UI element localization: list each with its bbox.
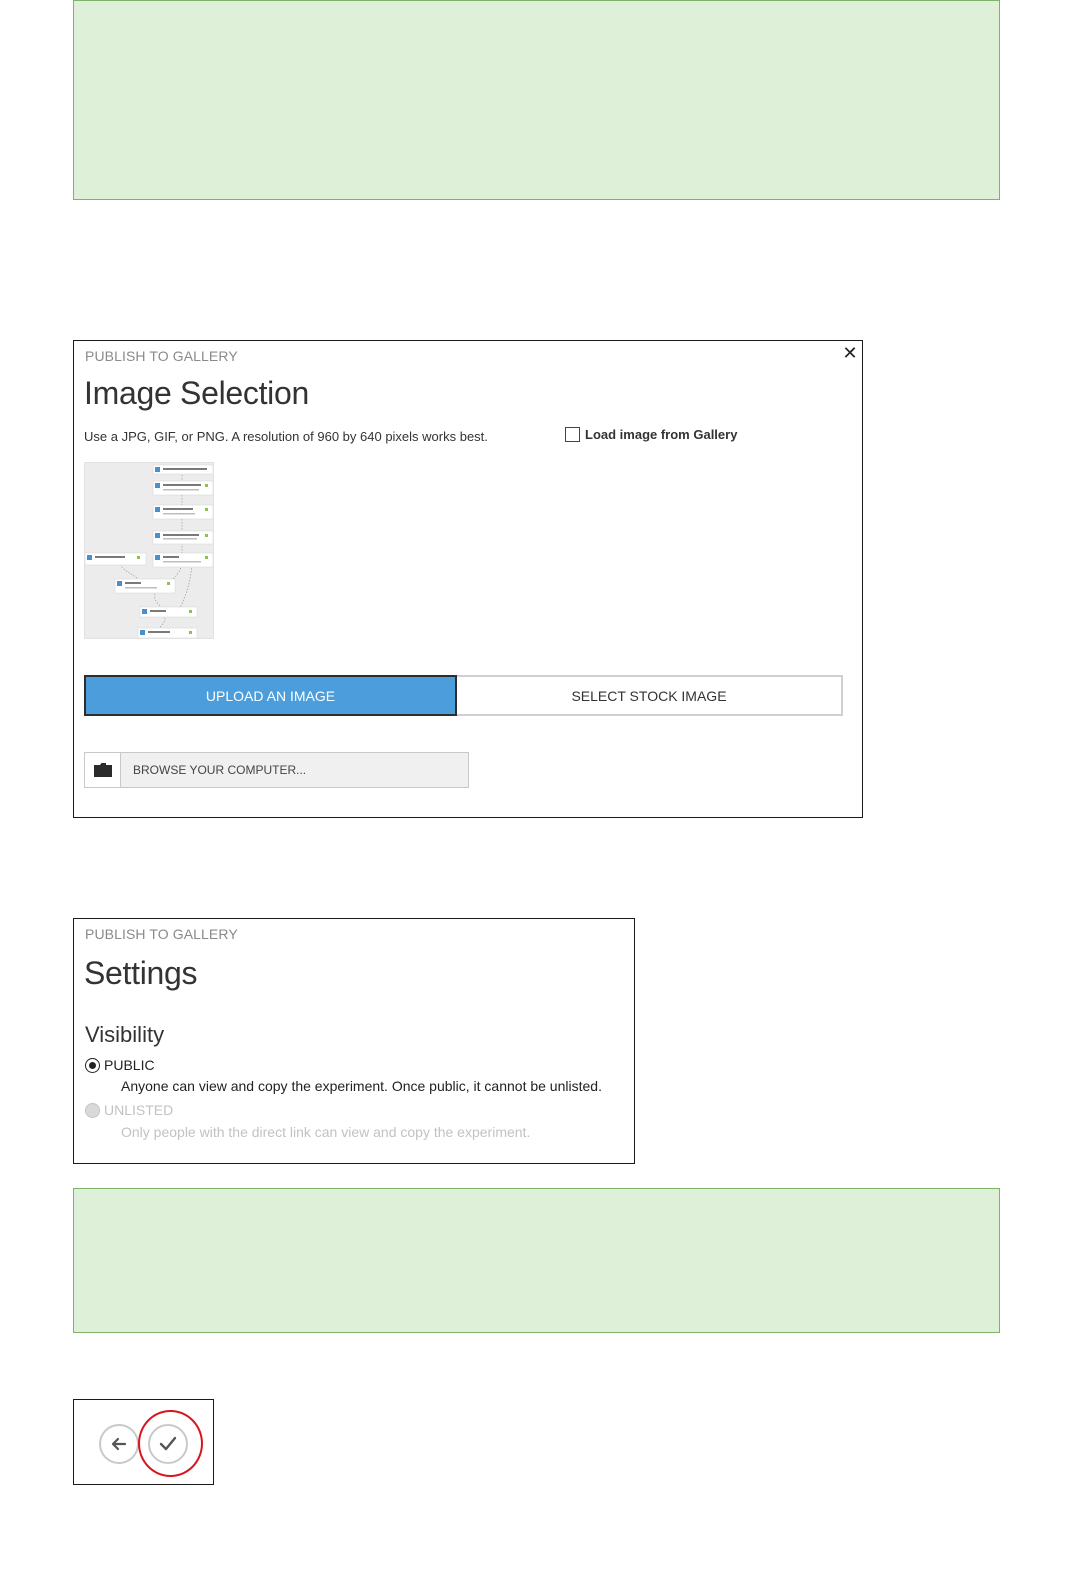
dialog-title: Settings	[84, 955, 198, 991]
dialog-eyebrow: PUBLISH TO GALLERY	[85, 348, 238, 364]
note-box-top	[73, 0, 1000, 200]
tab-upload-image[interactable]: UPLOAD AN IMAGE	[84, 675, 457, 716]
radio-public[interactable]	[85, 1057, 155, 1073]
checkbox-box[interactable]	[565, 427, 580, 442]
image-selection-dialog	[73, 340, 863, 818]
close-icon[interactable]: ✕	[842, 343, 858, 363]
radio-button-selected[interactable]	[85, 1058, 100, 1073]
image-source-tabs	[84, 675, 843, 716]
radio-public-description: Anyone can view and copy the experiment. Once public, it cannot be unlisted.	[121, 1078, 602, 1094]
back-button[interactable]	[99, 1424, 139, 1464]
radio-public-label: PUBLIC	[104, 1057, 155, 1073]
load-from-gallery-label: Load image from Gallery	[585, 427, 738, 442]
image-requirements-text: Use a JPG, GIF, or PNG. A resolution of 960 by 640 pixels works best.	[84, 429, 488, 444]
radio-button-disabled[interactable]	[85, 1103, 100, 1118]
settings-dialog	[73, 918, 635, 1164]
dialog-eyebrow: PUBLISH TO GALLERY	[85, 926, 238, 942]
browse-computer-label: BROWSE YOUR COMPUTER...	[133, 763, 307, 777]
folder-icon	[85, 753, 121, 787]
experiment-graph-image	[85, 463, 214, 639]
wizard-navigation	[73, 1399, 214, 1485]
visibility-heading: Visibility	[85, 1022, 165, 1047]
note-box-bottom	[73, 1188, 1000, 1333]
radio-unlisted-label: UNLISTED	[104, 1102, 174, 1118]
tab-select-stock-image[interactable]: SELECT STOCK IMAGE	[457, 675, 843, 716]
load-from-gallery-checkbox[interactable]	[565, 427, 737, 442]
arrow-left-icon	[109, 1434, 129, 1454]
highlight-circle	[138, 1410, 203, 1477]
browse-computer-button[interactable]	[84, 752, 469, 788]
experiment-thumbnail	[84, 462, 214, 639]
radio-unlisted[interactable]	[85, 1102, 173, 1118]
radio-unlisted-description: Only people with the direct link can view and copy the experiment.	[121, 1124, 531, 1140]
dialog-title: Image Selection	[84, 375, 309, 411]
